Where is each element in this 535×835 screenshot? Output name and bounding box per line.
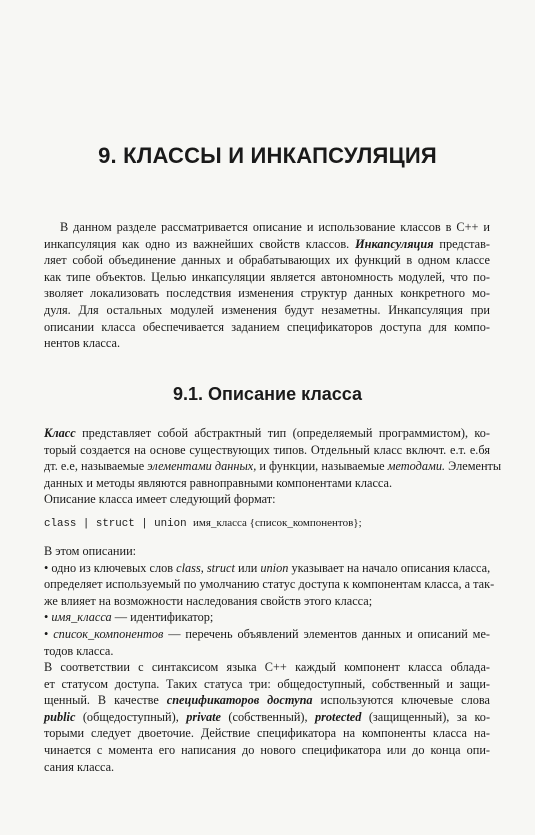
text-line: В данном разделе рассматривается описание и использование классов в С++ и [60,220,490,234]
text-line: зволяет локализовать последствия изменения структур данных конкретного мо- [44,286,490,301]
text-line: ляет собой объединение данных и обрабатывающих их функций в одном классе [44,253,490,268]
section-title: 9.1. Описание класса [172,384,363,404]
class-definition-paragraph [44,425,502,508]
text-run: представ- [439,236,491,251]
text-run: и функции, называемые [259,459,385,474]
text-run: представляет собой абстрактный тип (определяемый программистом), ко- [82,426,490,440]
list-item [44,560,490,577]
list-item [44,609,490,626]
text-run: (собственный), [228,709,308,724]
text-line: сания класса. [44,759,115,774]
code-keywords: class | struct | union [44,518,187,530]
code-line [44,515,490,532]
text-run: дт. е.е, называемые [44,459,145,474]
notes-list [44,543,495,659]
text-run: (защищенный), за ко- [368,709,491,724]
text-line: определяет используемый по умолчанию статус доступа к компонентам класса, а так- [44,577,495,592]
term-data-members: элементами данных, [147,459,257,474]
text-line [44,458,502,475]
text-line: описании класса обеспечивается заданием спецификаторов доступа для компо- [44,319,490,334]
code-sample [44,515,490,532]
text-run: используются ключевые слова [320,693,490,708]
text-run: — перечень объявлений элементов данных и описаний ме- [168,626,491,641]
text-run: • [44,610,49,625]
text-line: Описание класса имеет следующий формат: [44,492,276,507]
term-encapsulation: Инкапсуляция [355,236,434,251]
text-line: В соответствии с синтаксисом языка С++ каждый компонент класса облада- [44,660,490,674]
text-line: как типе объектов. Целью инкапсуляции является автономность модулей, что по- [44,269,490,284]
keyword-union: union [260,560,289,575]
text-line: данных и методы являются равноправными компонентами класса. [44,475,393,490]
term-access-specifiers: спецификаторов доступа [166,693,313,708]
text-run: Элементы [448,459,502,474]
term-methods: методами. [387,459,446,474]
text-run: — идентификатор; [114,610,214,625]
term-class-name: имя_класса [51,610,112,625]
text-line: торыми следует двоеточие. Действие спецификатора на компоненты класса на- [44,726,490,741]
keyword-struct: struct [206,560,235,575]
text-run: • [44,626,49,641]
text-run: указывает на начало описания класса, [291,560,491,575]
term-component-list: список_компонентов [53,626,164,641]
text-run: • одно из ключевых слов [44,560,174,575]
keyword-public: public [44,709,76,724]
text-line: нентов класса. [44,336,121,351]
notes-intro: В этом описании: [44,544,137,558]
text-line: чинается с момента его написания до нового спецификатора или до конца опи- [44,742,490,757]
text-run: или [237,560,258,575]
text-run: инкапсуляция как одно из важнейших свойств классов. [44,236,350,251]
code-template: имя_класса {список_компонентов}; [193,517,362,529]
access-paragraph [44,659,490,775]
text-line [44,236,490,253]
text-line: тодов класса. [44,643,114,658]
text-line: торый создается на основе существующих типов. Отдельный класс включт. е.т. е.бя [44,442,490,457]
list-item [44,626,490,643]
text-line: же влияет на возможности наследования свойств этого класса; [44,593,373,608]
text-line [44,692,490,709]
keyword-class: class, [176,560,204,575]
keyword-private: private [186,709,222,724]
text-line [44,425,490,442]
keyword-protected: protected [314,709,362,724]
chapter-title: 9. КЛАССЫ И ИНКАПСУЛЯЦИЯ [98,143,437,168]
intro-paragraph [44,219,490,352]
text-line: ет статусом доступа. Таких статуса три: общедоступный, собственный и защи- [44,676,490,691]
text-line [44,709,490,726]
text-run: (общедоступный), [82,709,179,724]
text-line: дуля. Для остальных модулей изменения будут незаметны. Инкапсуляция при [44,302,490,317]
text-run: щенный. В качестве [44,693,159,708]
term-class: Класс [44,426,76,440]
